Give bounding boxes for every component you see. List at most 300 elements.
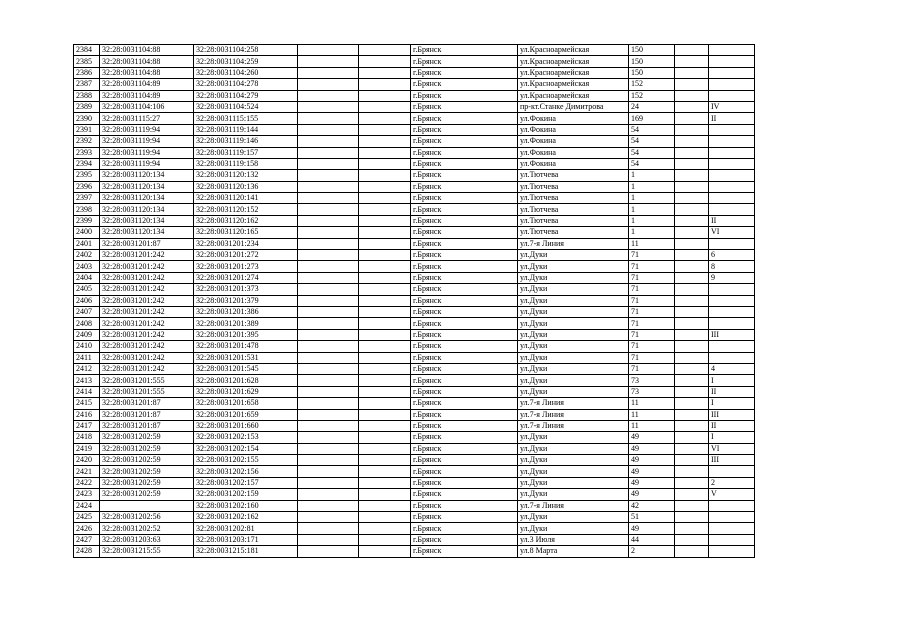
empty-cell (675, 158, 709, 169)
table-row (74, 45, 755, 56)
house-number-cell: 49 (629, 466, 675, 477)
city-cell: г.Брянск (411, 227, 518, 238)
house-number-cell: 49 (629, 455, 675, 466)
premises-cell (709, 193, 755, 204)
empty-cell (298, 113, 359, 124)
street-cell: ул.Дуки (518, 455, 629, 466)
city-cell: г.Брянск (411, 204, 518, 215)
premises-cell (709, 170, 755, 181)
empty-cell (675, 546, 709, 557)
premises-cell (709, 534, 755, 545)
empty-cell (675, 363, 709, 374)
parent-cadastral-number-cell: 32:28:0031201:242 (100, 306, 194, 317)
cadastral-number-cell: 32:28:0031202:157 (194, 477, 298, 488)
empty-cell (298, 67, 359, 78)
row-number-cell: 2426 (74, 523, 100, 534)
empty-cell (298, 466, 359, 477)
cadastral-number-cell: 32:28:0031120:136 (194, 181, 298, 192)
row-number-cell: 2393 (74, 147, 100, 158)
empty-cell (675, 443, 709, 454)
row-number-cell: 2404 (74, 272, 100, 283)
city-cell: г.Брянск (411, 534, 518, 545)
house-number-cell: 42 (629, 500, 675, 511)
premises-cell: I (709, 432, 755, 443)
table-row (74, 398, 755, 409)
parent-cadastral-number-cell: 32:28:0031215:55 (100, 546, 194, 557)
city-cell: г.Брянск (411, 489, 518, 500)
premises-cell (709, 181, 755, 192)
empty-cell (675, 295, 709, 306)
parent-cadastral-number-cell: 32:28:0031202:52 (100, 523, 194, 534)
cadastral-number-cell: 32:28:0031201:628 (194, 375, 298, 386)
cadastral-number-cell: 32:28:0031104:259 (194, 56, 298, 67)
street-cell: пр-кт.Станке Димитрова (518, 101, 629, 112)
empty-cell (298, 455, 359, 466)
empty-cell (298, 409, 359, 420)
house-number-cell: 1 (629, 215, 675, 226)
empty-cell (298, 375, 359, 386)
empty-cell (298, 272, 359, 283)
empty-cell (675, 238, 709, 249)
parent-cadastral-number-cell: 32:28:0031104:89 (100, 79, 194, 90)
parent-cadastral-number-cell: 32:28:0031104:88 (100, 45, 194, 56)
parent-cadastral-number-cell: 32:28:0031201:242 (100, 272, 194, 283)
row-number-cell: 2418 (74, 432, 100, 443)
empty-cell (298, 500, 359, 511)
house-number-cell: 1 (629, 204, 675, 215)
street-cell: ул.Дуки (518, 329, 629, 340)
premises-cell: III (709, 329, 755, 340)
table-row (74, 124, 755, 135)
empty-cell (298, 284, 359, 295)
table-row (74, 295, 755, 306)
street-cell: ул.Дуки (518, 318, 629, 329)
row-number-cell: 2409 (74, 329, 100, 340)
empty-cell (359, 375, 411, 386)
empty-cell (359, 136, 411, 147)
premises-cell: VI (709, 443, 755, 454)
cadastral-number-cell: 32:28:0031119:157 (194, 147, 298, 158)
table-row (74, 363, 755, 374)
premises-cell: I (709, 398, 755, 409)
parent-cadastral-number-cell: 32:28:0031201:242 (100, 295, 194, 306)
empty-cell (675, 124, 709, 135)
street-cell: ул.Дуки (518, 306, 629, 317)
table-row (74, 136, 755, 147)
house-number-cell: 11 (629, 420, 675, 431)
cadastral-number-cell: 32:28:0031201:274 (194, 272, 298, 283)
empty-cell (298, 295, 359, 306)
empty-cell (359, 170, 411, 181)
row-number-cell: 2388 (74, 90, 100, 101)
street-cell: ул.Дуки (518, 250, 629, 261)
house-number-cell: 73 (629, 375, 675, 386)
city-cell: г.Брянск (411, 329, 518, 340)
cadastral-number-cell: 32:28:0031201:660 (194, 420, 298, 431)
table-row (74, 489, 755, 500)
parent-cadastral-number-cell: 32:28:0031201:242 (100, 261, 194, 272)
empty-cell (298, 136, 359, 147)
empty-cell (675, 204, 709, 215)
row-number-cell: 2406 (74, 295, 100, 306)
empty-cell (359, 363, 411, 374)
cadastral-number-cell: 32:28:0031201:395 (194, 329, 298, 340)
street-cell: ул.7-я Линия (518, 398, 629, 409)
empty-cell (675, 136, 709, 147)
empty-cell (359, 500, 411, 511)
city-cell: г.Брянск (411, 455, 518, 466)
table-row (74, 204, 755, 215)
city-cell: г.Брянск (411, 432, 518, 443)
empty-cell (675, 193, 709, 204)
empty-cell (675, 386, 709, 397)
empty-cell (298, 261, 359, 272)
cadastral-number-cell: 32:28:0031120:162 (194, 215, 298, 226)
cadastral-number-cell: 32:28:0031104:278 (194, 79, 298, 90)
empty-cell (675, 261, 709, 272)
premises-cell (709, 147, 755, 158)
empty-cell (359, 79, 411, 90)
empty-cell (298, 90, 359, 101)
cadastral-number-cell: 32:28:0031119:158 (194, 158, 298, 169)
house-number-cell: 169 (629, 113, 675, 124)
cadastral-number-cell: 32:28:0031119:146 (194, 136, 298, 147)
parent-cadastral-number-cell: 32:28:0031104:89 (100, 90, 194, 101)
street-cell: ул.Дуки (518, 363, 629, 374)
premises-cell: VI (709, 227, 755, 238)
city-cell: г.Брянск (411, 318, 518, 329)
empty-cell (359, 204, 411, 215)
city-cell: г.Брянск (411, 420, 518, 431)
premises-cell (709, 306, 755, 317)
table-row (74, 500, 755, 511)
premises-cell (709, 500, 755, 511)
parent-cadastral-number-cell (100, 500, 194, 511)
table-row (74, 466, 755, 477)
empty-cell (298, 329, 359, 340)
house-number-cell: 152 (629, 79, 675, 90)
row-number-cell: 2407 (74, 306, 100, 317)
city-cell: г.Брянск (411, 101, 518, 112)
cadastral-number-cell: 32:28:0031201:658 (194, 398, 298, 409)
city-cell: г.Брянск (411, 170, 518, 181)
cadastral-number-cell: 32:28:0031115:155 (194, 113, 298, 124)
row-number-cell: 2398 (74, 204, 100, 215)
city-cell: г.Брянск (411, 466, 518, 477)
street-cell: ул.Тютчева (518, 215, 629, 226)
cadastral-number-cell: 32:28:0031202:154 (194, 443, 298, 454)
premises-cell (709, 352, 755, 363)
empty-cell (298, 158, 359, 169)
empty-cell (675, 90, 709, 101)
empty-cell (359, 215, 411, 226)
city-cell: г.Брянск (411, 250, 518, 261)
city-cell: г.Брянск (411, 136, 518, 147)
empty-cell (675, 466, 709, 477)
parent-cadastral-number-cell: 32:28:0031119:94 (100, 147, 194, 158)
premises-cell: II (709, 386, 755, 397)
empty-cell (359, 306, 411, 317)
street-cell: ул.Тютчева (518, 170, 629, 181)
empty-cell (298, 170, 359, 181)
street-cell: ул.Дуки (518, 489, 629, 500)
empty-cell (675, 329, 709, 340)
row-number-cell: 2420 (74, 455, 100, 466)
empty-cell (675, 489, 709, 500)
row-number-cell: 2411 (74, 352, 100, 363)
table-row (74, 477, 755, 488)
house-number-cell: 49 (629, 432, 675, 443)
house-number-cell: 150 (629, 56, 675, 67)
parent-cadastral-number-cell: 32:28:0031119:94 (100, 136, 194, 147)
empty-cell (298, 489, 359, 500)
cadastral-number-cell: 32:28:0031202:81 (194, 523, 298, 534)
city-cell: г.Брянск (411, 443, 518, 454)
cadastral-number-cell: 32:28:0031201:379 (194, 295, 298, 306)
parent-cadastral-number-cell: 32:28:0031201:242 (100, 341, 194, 352)
house-number-cell: 73 (629, 386, 675, 397)
empty-cell (298, 443, 359, 454)
empty-cell (359, 90, 411, 101)
table-row (74, 352, 755, 363)
empty-cell (359, 284, 411, 295)
parent-cadastral-number-cell: 32:28:0031120:134 (100, 204, 194, 215)
row-number-cell: 2408 (74, 318, 100, 329)
house-number-cell: 54 (629, 147, 675, 158)
cadastral-number-cell: 32:28:0031202:159 (194, 489, 298, 500)
table-row (74, 420, 755, 431)
city-cell: г.Брянск (411, 546, 518, 557)
row-number-cell: 2428 (74, 546, 100, 557)
empty-cell (675, 215, 709, 226)
street-cell: ул.Тютчева (518, 204, 629, 215)
cadastral-number-cell: 32:28:0031202:153 (194, 432, 298, 443)
empty-cell (359, 318, 411, 329)
table-row (74, 101, 755, 112)
premises-cell: 6 (709, 250, 755, 261)
empty-cell (675, 512, 709, 523)
empty-cell (675, 79, 709, 90)
empty-cell (675, 101, 709, 112)
premises-cell: 4 (709, 363, 755, 374)
parent-cadastral-number-cell: 32:28:0031201:242 (100, 352, 194, 363)
empty-cell (298, 45, 359, 56)
row-number-cell: 2395 (74, 170, 100, 181)
city-cell: г.Брянск (411, 352, 518, 363)
empty-cell (359, 147, 411, 158)
empty-cell (675, 318, 709, 329)
cadastral-number-cell: 32:28:0031202:160 (194, 500, 298, 511)
house-number-cell: 49 (629, 523, 675, 534)
row-number-cell: 2424 (74, 500, 100, 511)
empty-cell (675, 375, 709, 386)
table-row (74, 284, 755, 295)
empty-cell (675, 147, 709, 158)
premises-cell: II (709, 215, 755, 226)
city-cell: г.Брянск (411, 341, 518, 352)
house-number-cell: 71 (629, 284, 675, 295)
row-number-cell: 2421 (74, 466, 100, 477)
empty-cell (298, 420, 359, 431)
street-cell: ул.Красноармейская (518, 90, 629, 101)
cadastral-number-cell: 32:28:0031119:144 (194, 124, 298, 135)
house-number-cell: 1 (629, 181, 675, 192)
row-number-cell: 2396 (74, 181, 100, 192)
empty-cell (298, 204, 359, 215)
premises-cell (709, 341, 755, 352)
street-cell: ул.Фокина (518, 136, 629, 147)
cadastral-number-cell: 32:28:0031120:132 (194, 170, 298, 181)
parent-cadastral-number-cell: 32:28:0031202:59 (100, 443, 194, 454)
empty-cell (675, 409, 709, 420)
parent-cadastral-number-cell: 32:28:0031115:27 (100, 113, 194, 124)
premises-cell (709, 90, 755, 101)
house-number-cell: 49 (629, 477, 675, 488)
table-row (74, 67, 755, 78)
premises-cell: V (709, 489, 755, 500)
table-row (74, 261, 755, 272)
empty-cell (298, 56, 359, 67)
house-number-cell: 71 (629, 272, 675, 283)
street-cell: ул.Дуки (518, 386, 629, 397)
empty-cell (675, 352, 709, 363)
house-number-cell: 1 (629, 193, 675, 204)
premises-cell: I (709, 375, 755, 386)
street-cell: ул.Фокина (518, 158, 629, 169)
empty-cell (359, 158, 411, 169)
empty-cell (298, 227, 359, 238)
cadastral-number-cell: 32:28:0031201:273 (194, 261, 298, 272)
parent-cadastral-number-cell: 32:28:0031202:59 (100, 455, 194, 466)
parent-cadastral-number-cell: 32:28:0031202:59 (100, 466, 194, 477)
cadastral-number-cell: 32:28:0031201:272 (194, 250, 298, 261)
house-number-cell: 2 (629, 546, 675, 557)
street-cell: ул.Тютчева (518, 227, 629, 238)
premises-cell (709, 546, 755, 557)
empty-cell (359, 534, 411, 545)
city-cell: г.Брянск (411, 272, 518, 283)
street-cell: ул.7-я Линия (518, 500, 629, 511)
empty-cell (298, 250, 359, 261)
street-cell: ул.Дуки (518, 523, 629, 534)
premises-cell: IV (709, 101, 755, 112)
parent-cadastral-number-cell: 32:28:0031201:555 (100, 375, 194, 386)
premises-cell (709, 512, 755, 523)
table-row (74, 113, 755, 124)
empty-cell (359, 386, 411, 397)
house-number-cell: 152 (629, 90, 675, 101)
parent-cadastral-number-cell: 32:28:0031201:242 (100, 318, 194, 329)
house-number-cell: 71 (629, 295, 675, 306)
street-cell: ул.Дуки (518, 375, 629, 386)
premises-cell: II (709, 113, 755, 124)
parent-cadastral-number-cell: 32:28:0031104:88 (100, 67, 194, 78)
city-cell: г.Брянск (411, 147, 518, 158)
cadastral-number-cell: 32:28:0031201:629 (194, 386, 298, 397)
premises-cell (709, 318, 755, 329)
table-row (74, 318, 755, 329)
house-number-cell: 49 (629, 443, 675, 454)
empty-cell (359, 466, 411, 477)
premises-cell (709, 158, 755, 169)
empty-cell (298, 124, 359, 135)
premises-cell (709, 56, 755, 67)
row-number-cell: 2422 (74, 477, 100, 488)
city-cell: г.Брянск (411, 79, 518, 90)
row-number-cell: 2417 (74, 420, 100, 431)
empty-cell (359, 329, 411, 340)
street-cell: ул.Фокина (518, 113, 629, 124)
house-number-cell: 49 (629, 489, 675, 500)
empty-cell (675, 56, 709, 67)
city-cell: г.Брянск (411, 181, 518, 192)
row-number-cell: 2405 (74, 284, 100, 295)
empty-cell (675, 477, 709, 488)
premises-cell: 2 (709, 477, 755, 488)
house-number-cell: 51 (629, 512, 675, 523)
city-cell: г.Брянск (411, 113, 518, 124)
row-number-cell: 2425 (74, 512, 100, 523)
table-row (74, 79, 755, 90)
row-number-cell: 2402 (74, 250, 100, 261)
house-number-cell: 71 (629, 352, 675, 363)
cadastral-number-cell: 32:28:0031120:165 (194, 227, 298, 238)
empty-cell (359, 352, 411, 363)
cadastral-number-cell: 32:28:0031104:258 (194, 45, 298, 56)
parent-cadastral-number-cell: 32:28:0031201:242 (100, 363, 194, 374)
cadastral-number-cell: 32:28:0031120:141 (194, 193, 298, 204)
premises-cell (709, 523, 755, 534)
row-number-cell: 2390 (74, 113, 100, 124)
empty-cell (298, 101, 359, 112)
table-body (74, 45, 755, 558)
empty-cell (675, 500, 709, 511)
house-number-cell: 24 (629, 101, 675, 112)
city-cell: г.Брянск (411, 523, 518, 534)
house-number-cell: 44 (629, 534, 675, 545)
house-number-cell: 150 (629, 67, 675, 78)
empty-cell (359, 398, 411, 409)
empty-cell (298, 534, 359, 545)
city-cell: г.Брянск (411, 90, 518, 101)
table-row (74, 534, 755, 545)
row-number-cell: 2412 (74, 363, 100, 374)
empty-cell (298, 352, 359, 363)
parent-cadastral-number-cell: 32:28:0031104:88 (100, 56, 194, 67)
table-row (74, 409, 755, 420)
empty-cell (675, 523, 709, 534)
premises-cell (709, 204, 755, 215)
table-row (74, 386, 755, 397)
cadastral-number-cell: 32:28:0031104:260 (194, 67, 298, 78)
empty-cell (359, 443, 411, 454)
empty-cell (298, 181, 359, 192)
cadastral-number-cell: 32:28:0031201:389 (194, 318, 298, 329)
table-row (74, 181, 755, 192)
table-row (74, 443, 755, 454)
table-row (74, 455, 755, 466)
cadastral-number-cell: 32:28:0031202:155 (194, 455, 298, 466)
cadastral-number-cell: 32:28:0031201:386 (194, 306, 298, 317)
empty-cell (298, 546, 359, 557)
table-row (74, 238, 755, 249)
empty-cell (359, 261, 411, 272)
row-number-cell: 2394 (74, 158, 100, 169)
row-number-cell: 2419 (74, 443, 100, 454)
empty-cell (675, 227, 709, 238)
empty-cell (359, 181, 411, 192)
empty-cell (359, 432, 411, 443)
